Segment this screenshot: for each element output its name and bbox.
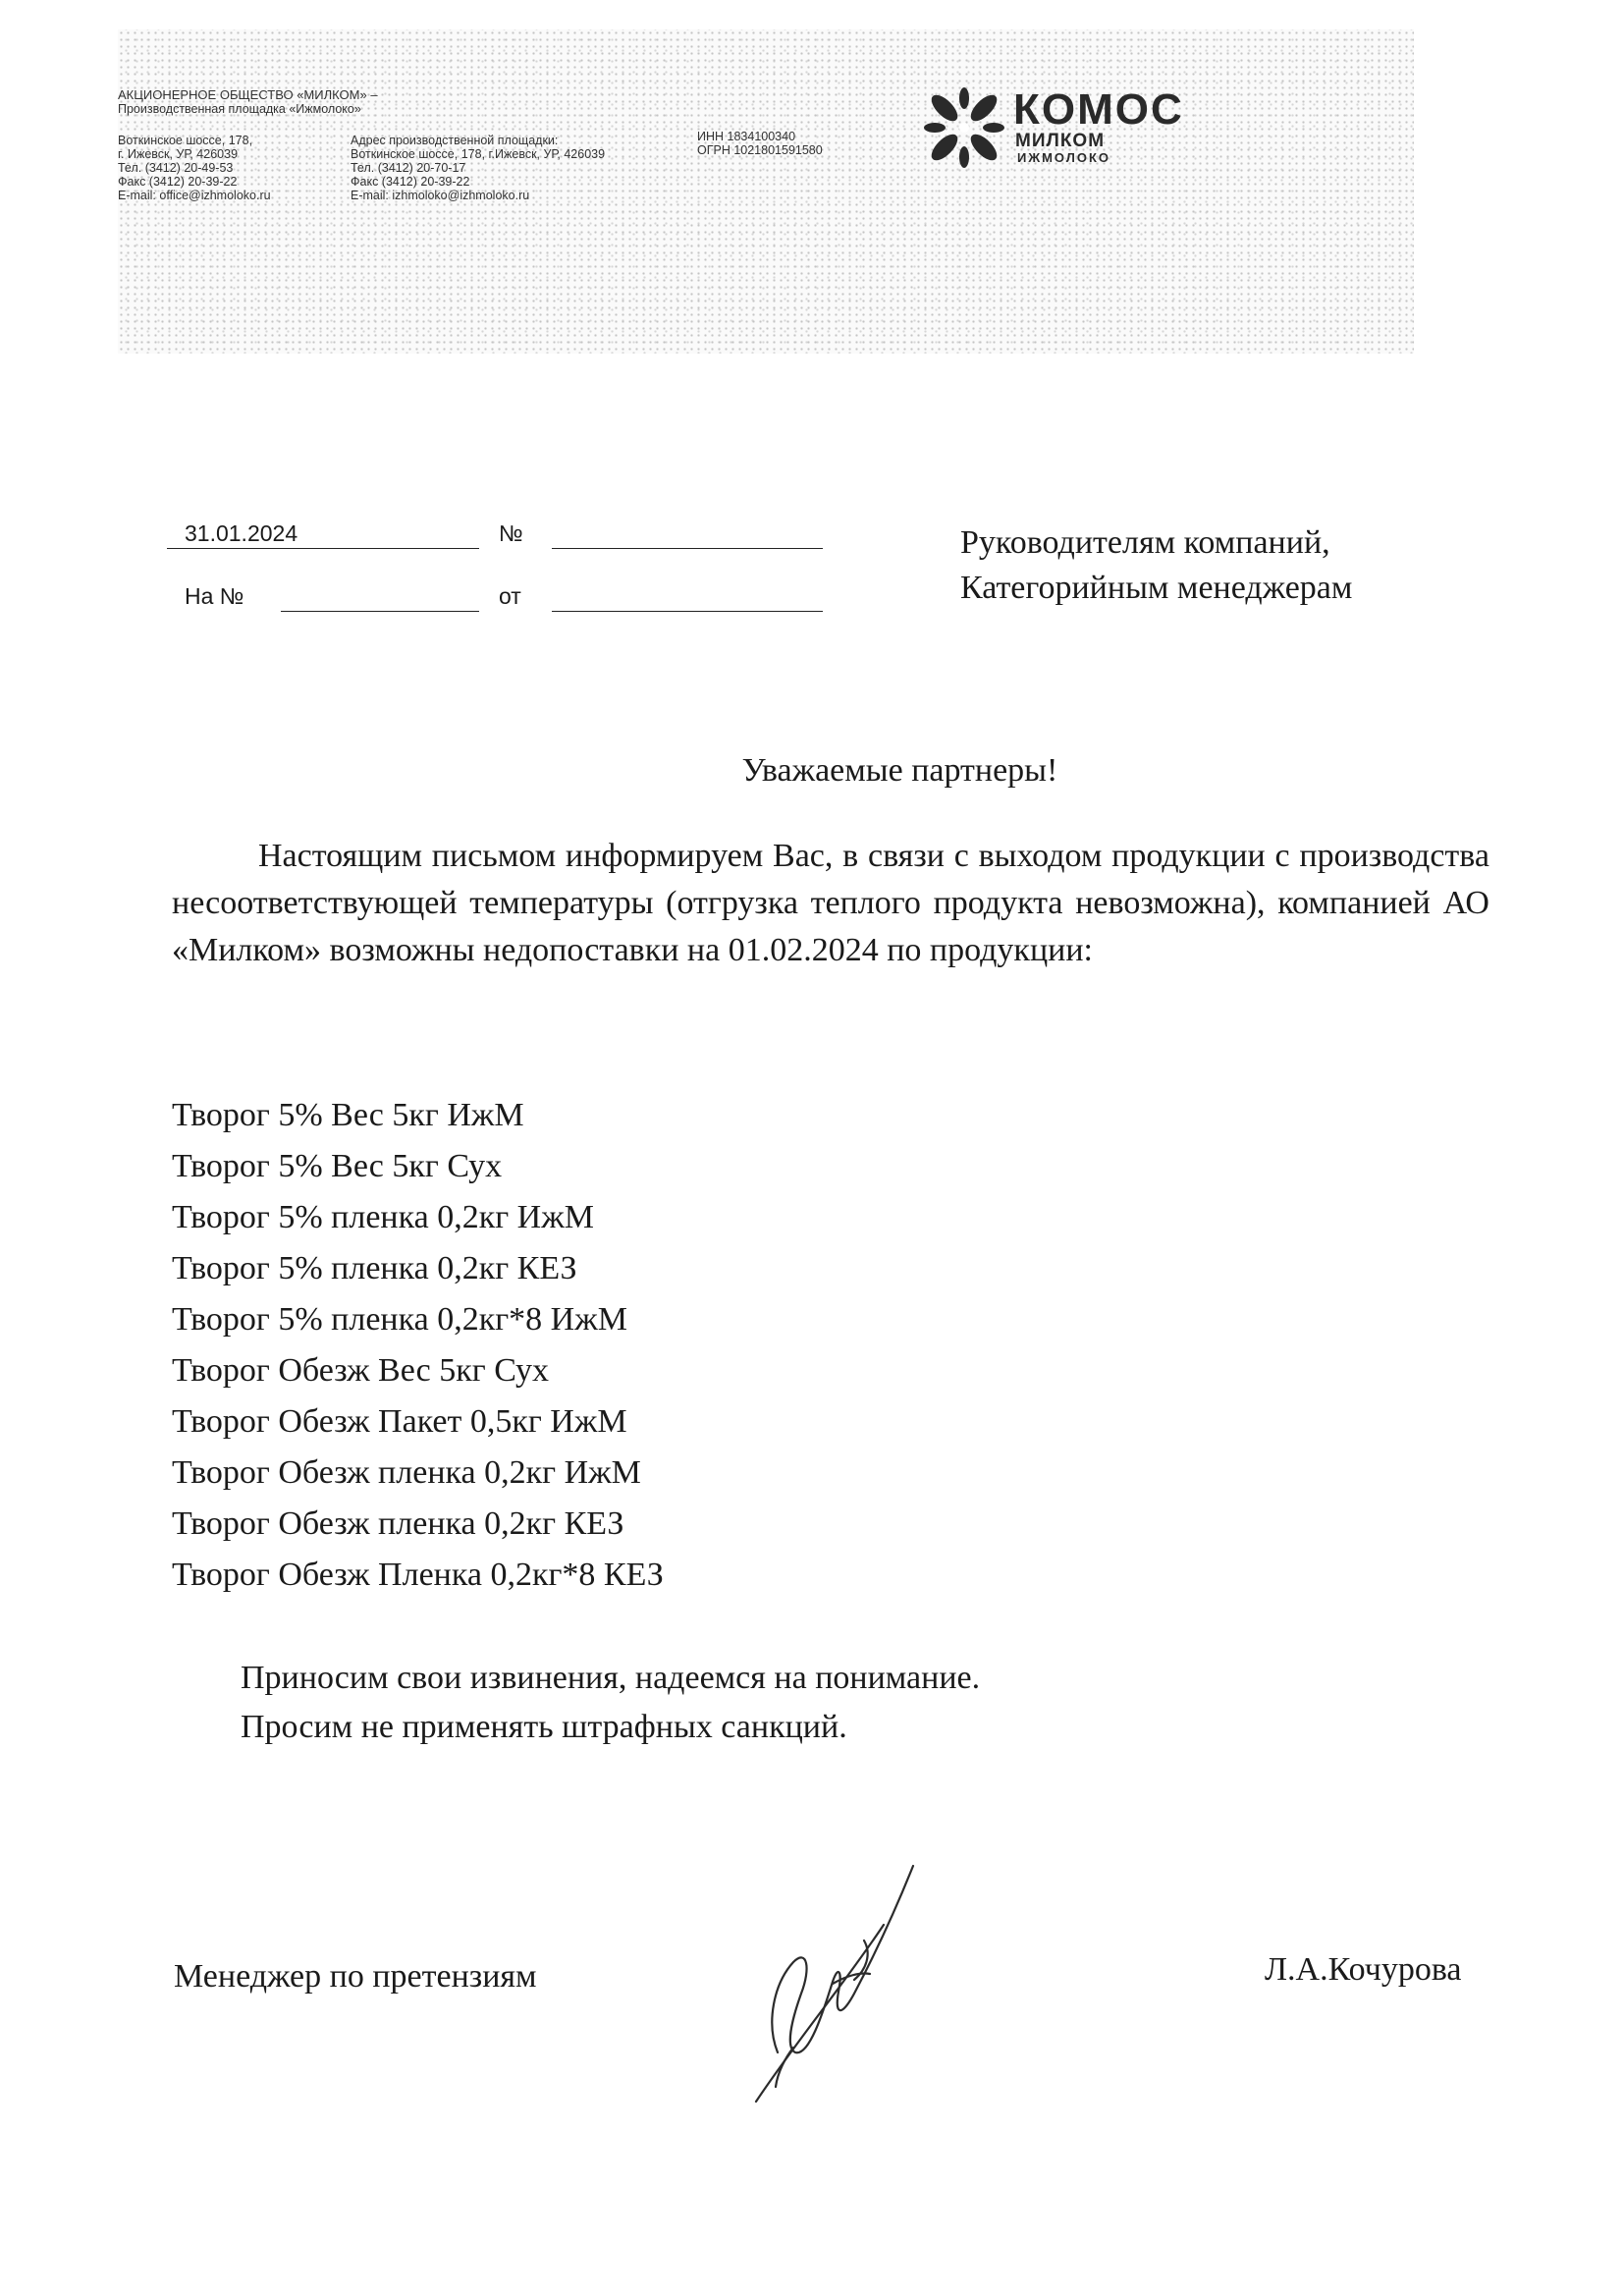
office-address-block: [118, 134, 271, 202]
intro-paragraph: Настоящим письмом информируем Вас, в связи с выходом продукции с производства несоответствующей температуры (отгрузка теплого продукта невозможна), компанией АО «Милком» возможны недопоставки на 01.02.2024 по продукции:: [172, 838, 1489, 968]
list-item: Творог Обезж Пленка 0,2кг*8 КЕЗ: [172, 1557, 664, 1593]
list-item: Творог 5% Вес 5кг Сух: [172, 1148, 503, 1184]
signer-name: Л.А.Кочурова: [1265, 1951, 1462, 1988]
from-label: от: [499, 583, 521, 609]
list-item: Творог Обезж пленка 0,2кг ИжМ: [172, 1454, 641, 1491]
number-line: [552, 524, 823, 549]
plant-line: Факс (3412) 20-39-22: [351, 175, 470, 189]
handwritten-signature: [717, 1846, 943, 2121]
product-list: [172, 1090, 664, 1601]
number-label: №: [499, 520, 523, 546]
list-item: Творог 5% пленка 0,2кг ИжМ: [172, 1199, 594, 1235]
plant-line: Адрес производственной площадки:: [351, 134, 559, 147]
list-item: Творог Обезж Вес 5кг Сух: [172, 1352, 550, 1389]
list-item: Творог 5% пленка 0,2кг КЕЗ: [172, 1250, 577, 1286]
logo-subtitle-small: ИЖМОЛОКО: [1017, 150, 1110, 165]
leaf-cluster-icon: [923, 86, 1005, 169]
letterhead-background: [118, 29, 1414, 354]
list-item: Творог Обезж Пакет 0,5кг ИжМ: [172, 1403, 627, 1440]
registration-block: [697, 130, 823, 157]
company-logo: [923, 86, 1208, 194]
from-date-line: [552, 587, 823, 612]
list-item: Творог 5% Вес 5кг ИжМ: [172, 1097, 524, 1133]
closing-line: Просим не применять штрафных санкций.: [241, 1709, 847, 1745]
company-line: Производственная площадка «Ижмолоко»: [118, 102, 361, 116]
reply-number-line: [281, 587, 479, 612]
ogrn-line: ОГРН 1021801591580: [697, 143, 823, 157]
inn-line: ИНН 1834100340: [697, 130, 796, 143]
signer-position: Менеджер по претензиям: [174, 1958, 537, 1995]
list-item: Творог Обезж пленка 0,2кг КЕЗ: [172, 1505, 624, 1542]
greeting-text: Уважаемые партнеры!: [741, 752, 1058, 789]
logo-title: КОМОС: [1013, 85, 1184, 134]
office-line: г. Ижевск, УР, 426039: [118, 147, 239, 161]
reply-number-label: На №: [185, 583, 244, 609]
closing-block: [241, 1654, 980, 1752]
plant-address-block: [351, 134, 605, 202]
greeting: [0, 751, 1623, 791]
recipient-line: Руководителям компаний,: [960, 524, 1330, 561]
letter-date: 31.01.2024: [185, 520, 298, 546]
company-line: АКЦИОНЕРНОЕ ОБЩЕСТВО «МИЛКОМ» –: [118, 87, 378, 102]
closing-line: Приносим свои извинения, надеемся на понимание.: [241, 1660, 981, 1696]
office-line: Факс (3412) 20-39-22: [118, 175, 238, 189]
office-line: Воткинское шоссе, 178,: [118, 134, 253, 147]
plant-line: E-mail: izhmoloko@izhmoloko.ru: [351, 189, 530, 202]
list-item: Творог 5% пленка 0,2кг*8 ИжМ: [172, 1301, 627, 1338]
company-name-block: [118, 88, 378, 116]
recipients-block: [960, 520, 1352, 611]
recipient-line: Категорийным менеджерам: [960, 570, 1353, 606]
logo-subtitle: МИЛКОМ: [1015, 131, 1106, 151]
plant-line: Воткинское шоссе, 178, г.Ижевск, УР, 426039: [351, 147, 606, 161]
office-line: Тел. (3412) 20-49-53: [118, 161, 234, 175]
office-line: E-mail: office@izhmoloko.ru: [118, 189, 271, 202]
plant-line: Тел. (3412) 20-70-17: [351, 161, 466, 175]
